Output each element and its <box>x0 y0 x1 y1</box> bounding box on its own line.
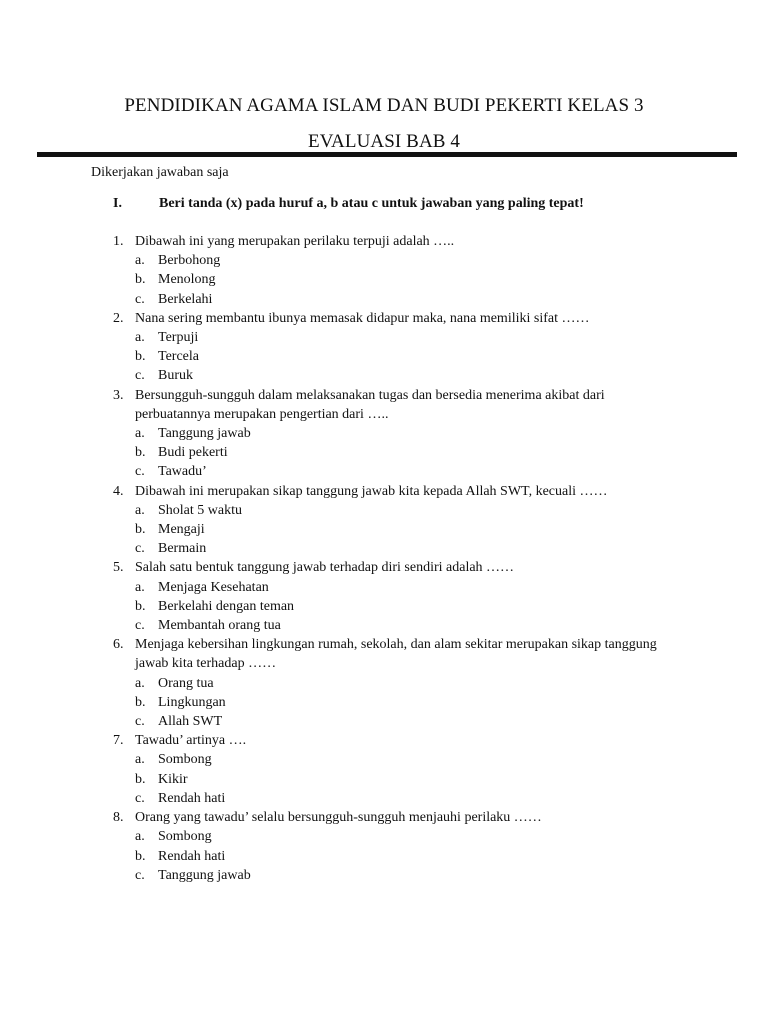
question-number: 7. <box>113 733 124 749</box>
option-list <box>113 501 673 559</box>
option-letter: a. <box>135 426 145 442</box>
option-item <box>135 251 673 270</box>
document-title: PENDIDIKAN AGAMA ISLAM DAN BUDI PEKERTI KELAS 3 <box>124 95 644 116</box>
option-item <box>135 270 673 289</box>
option-letter: c. <box>135 464 145 480</box>
option-letter: b. <box>135 771 146 787</box>
option-text: Tercela <box>158 349 199 365</box>
option-text: Terpuji <box>158 330 199 346</box>
question-text: Menjaga kebersihan lingkungan rumah, sekolah, dan alam sekitar merupakan sikap tanggung jawab kita terhadap …… <box>135 637 657 672</box>
question-number: 4. <box>113 483 124 499</box>
option-letter: a. <box>135 253 145 269</box>
option-letter: a. <box>135 502 145 518</box>
option-item <box>135 501 673 520</box>
question-number: 3. <box>113 387 124 403</box>
option-item <box>135 827 673 846</box>
question-item <box>113 558 673 635</box>
question-number: 5. <box>113 560 124 576</box>
question-text: Dibawah ini yang merupakan perilaku terpuji adalah ….. <box>135 234 455 249</box>
question-text: Nana sering membantu ibunya memasak didapur maka, nana memiliki sifat …… <box>135 310 590 326</box>
option-text: Sombong <box>158 752 212 768</box>
option-item <box>135 616 673 635</box>
question-text: Dibawah ini merupakan sikap tanggung jawab kita kepada Allah SWT, kecuali …… <box>135 483 608 499</box>
option-item <box>135 443 673 462</box>
option-letter: c. <box>135 541 145 557</box>
option-letter: a. <box>135 675 145 691</box>
option-text: Rendah hati <box>158 790 226 806</box>
option-text: Budi pekerti <box>158 445 228 461</box>
question-item <box>113 731 673 808</box>
option-text: Menjaga Kesehatan <box>158 579 269 595</box>
question-item <box>113 482 673 559</box>
option-text: Allah SWT <box>158 714 223 730</box>
option-item <box>135 290 673 309</box>
option-list <box>113 750 673 808</box>
question-list <box>113 232 673 885</box>
option-text: Membantah orang tua <box>158 618 281 634</box>
option-text: Menolong <box>158 272 216 288</box>
header-rule <box>37 152 737 157</box>
option-letter: c. <box>135 291 145 307</box>
option-item <box>135 674 673 693</box>
question-row <box>113 482 673 501</box>
question-row <box>113 635 673 673</box>
option-letter: b. <box>135 272 146 288</box>
option-letter: c. <box>135 867 145 883</box>
question-row <box>113 309 673 328</box>
option-item <box>135 539 673 558</box>
option-item <box>135 789 673 808</box>
option-letter: b. <box>135 349 146 365</box>
option-text: Sholat 5 waktu <box>158 502 242 518</box>
option-letter: c. <box>135 368 145 384</box>
option-letter: a. <box>135 829 145 845</box>
question-row <box>113 386 673 424</box>
option-text: Berkelahi dengan teman <box>158 598 295 614</box>
option-item <box>135 597 673 616</box>
question-number: 1. <box>113 234 124 249</box>
option-text: Rendah hati <box>158 848 226 864</box>
option-item <box>135 770 673 789</box>
option-list <box>113 827 673 885</box>
option-letter: c. <box>135 618 145 634</box>
section-heading <box>113 196 584 212</box>
section-number: I. <box>113 196 122 211</box>
option-text: Tanggung jawab <box>158 867 251 883</box>
option-text: Berbohong <box>158 253 221 269</box>
question-item <box>113 386 673 482</box>
question-item <box>113 808 673 885</box>
question-text: Orang yang tawadu’ selalu bersungguh-sungguh menjauhi perilaku …… <box>135 810 542 826</box>
option-item <box>135 750 673 769</box>
option-text: Berkelahi <box>158 291 213 307</box>
option-text: Lingkungan <box>158 694 226 710</box>
option-item <box>135 366 673 385</box>
option-letter: b. <box>135 445 146 461</box>
option-item <box>135 328 673 347</box>
option-text: Bermain <box>158 541 207 557</box>
option-letter: c. <box>135 790 145 806</box>
question-text: Bersungguh-sungguh dalam melaksanakan tugas dan bersedia menerima akibat dari perbuatannya merupakan pengertian dari ….. <box>135 387 605 422</box>
option-list <box>113 328 673 386</box>
option-text: Kikir <box>158 771 188 787</box>
option-text: Tawadu’ <box>158 464 207 480</box>
instruction-text: Dikerjakan jawaban saja <box>91 165 229 180</box>
question-item <box>113 635 673 731</box>
option-item <box>135 462 673 481</box>
option-text: Orang tua <box>158 675 214 691</box>
question-row <box>113 731 673 750</box>
option-text: Buruk <box>158 368 193 384</box>
section-text: Beri tanda (x) pada huruf a, b atau c untuk jawaban yang paling tepat! <box>159 196 584 211</box>
option-letter: a. <box>135 330 145 346</box>
question-text: Salah satu bentuk tanggung jawab terhadap diri sendiri adalah …… <box>135 560 515 576</box>
option-list <box>113 578 673 636</box>
option-letter: c. <box>135 714 145 730</box>
option-letter: b. <box>135 598 146 614</box>
document-subtitle: EVALUASI BAB 4 <box>307 131 460 152</box>
option-letter: b. <box>135 522 146 538</box>
option-list <box>113 674 673 732</box>
option-list <box>113 424 673 482</box>
question-row <box>113 558 673 577</box>
option-item <box>135 866 673 885</box>
question-item <box>113 232 673 309</box>
option-item <box>135 424 673 443</box>
question-item <box>113 309 673 386</box>
question-number: 6. <box>113 637 124 653</box>
question-number: 2. <box>113 310 124 326</box>
option-text: Tanggung jawab <box>158 426 251 442</box>
option-item <box>135 347 673 366</box>
option-letter: a. <box>135 752 145 768</box>
option-item <box>135 712 673 731</box>
option-list <box>113 251 673 309</box>
question-row <box>113 232 673 251</box>
option-item <box>135 520 673 539</box>
option-text: Mengaji <box>158 522 205 538</box>
question-number: 8. <box>113 810 124 826</box>
option-item <box>135 847 673 866</box>
question-row <box>113 808 673 827</box>
option-letter: a. <box>135 579 145 595</box>
option-item <box>135 578 673 597</box>
question-text: Tawadu’ artinya …. <box>135 733 247 749</box>
option-text: Sombong <box>158 829 212 845</box>
option-item <box>135 693 673 712</box>
option-letter: b. <box>135 694 146 710</box>
option-letter: b. <box>135 848 146 864</box>
